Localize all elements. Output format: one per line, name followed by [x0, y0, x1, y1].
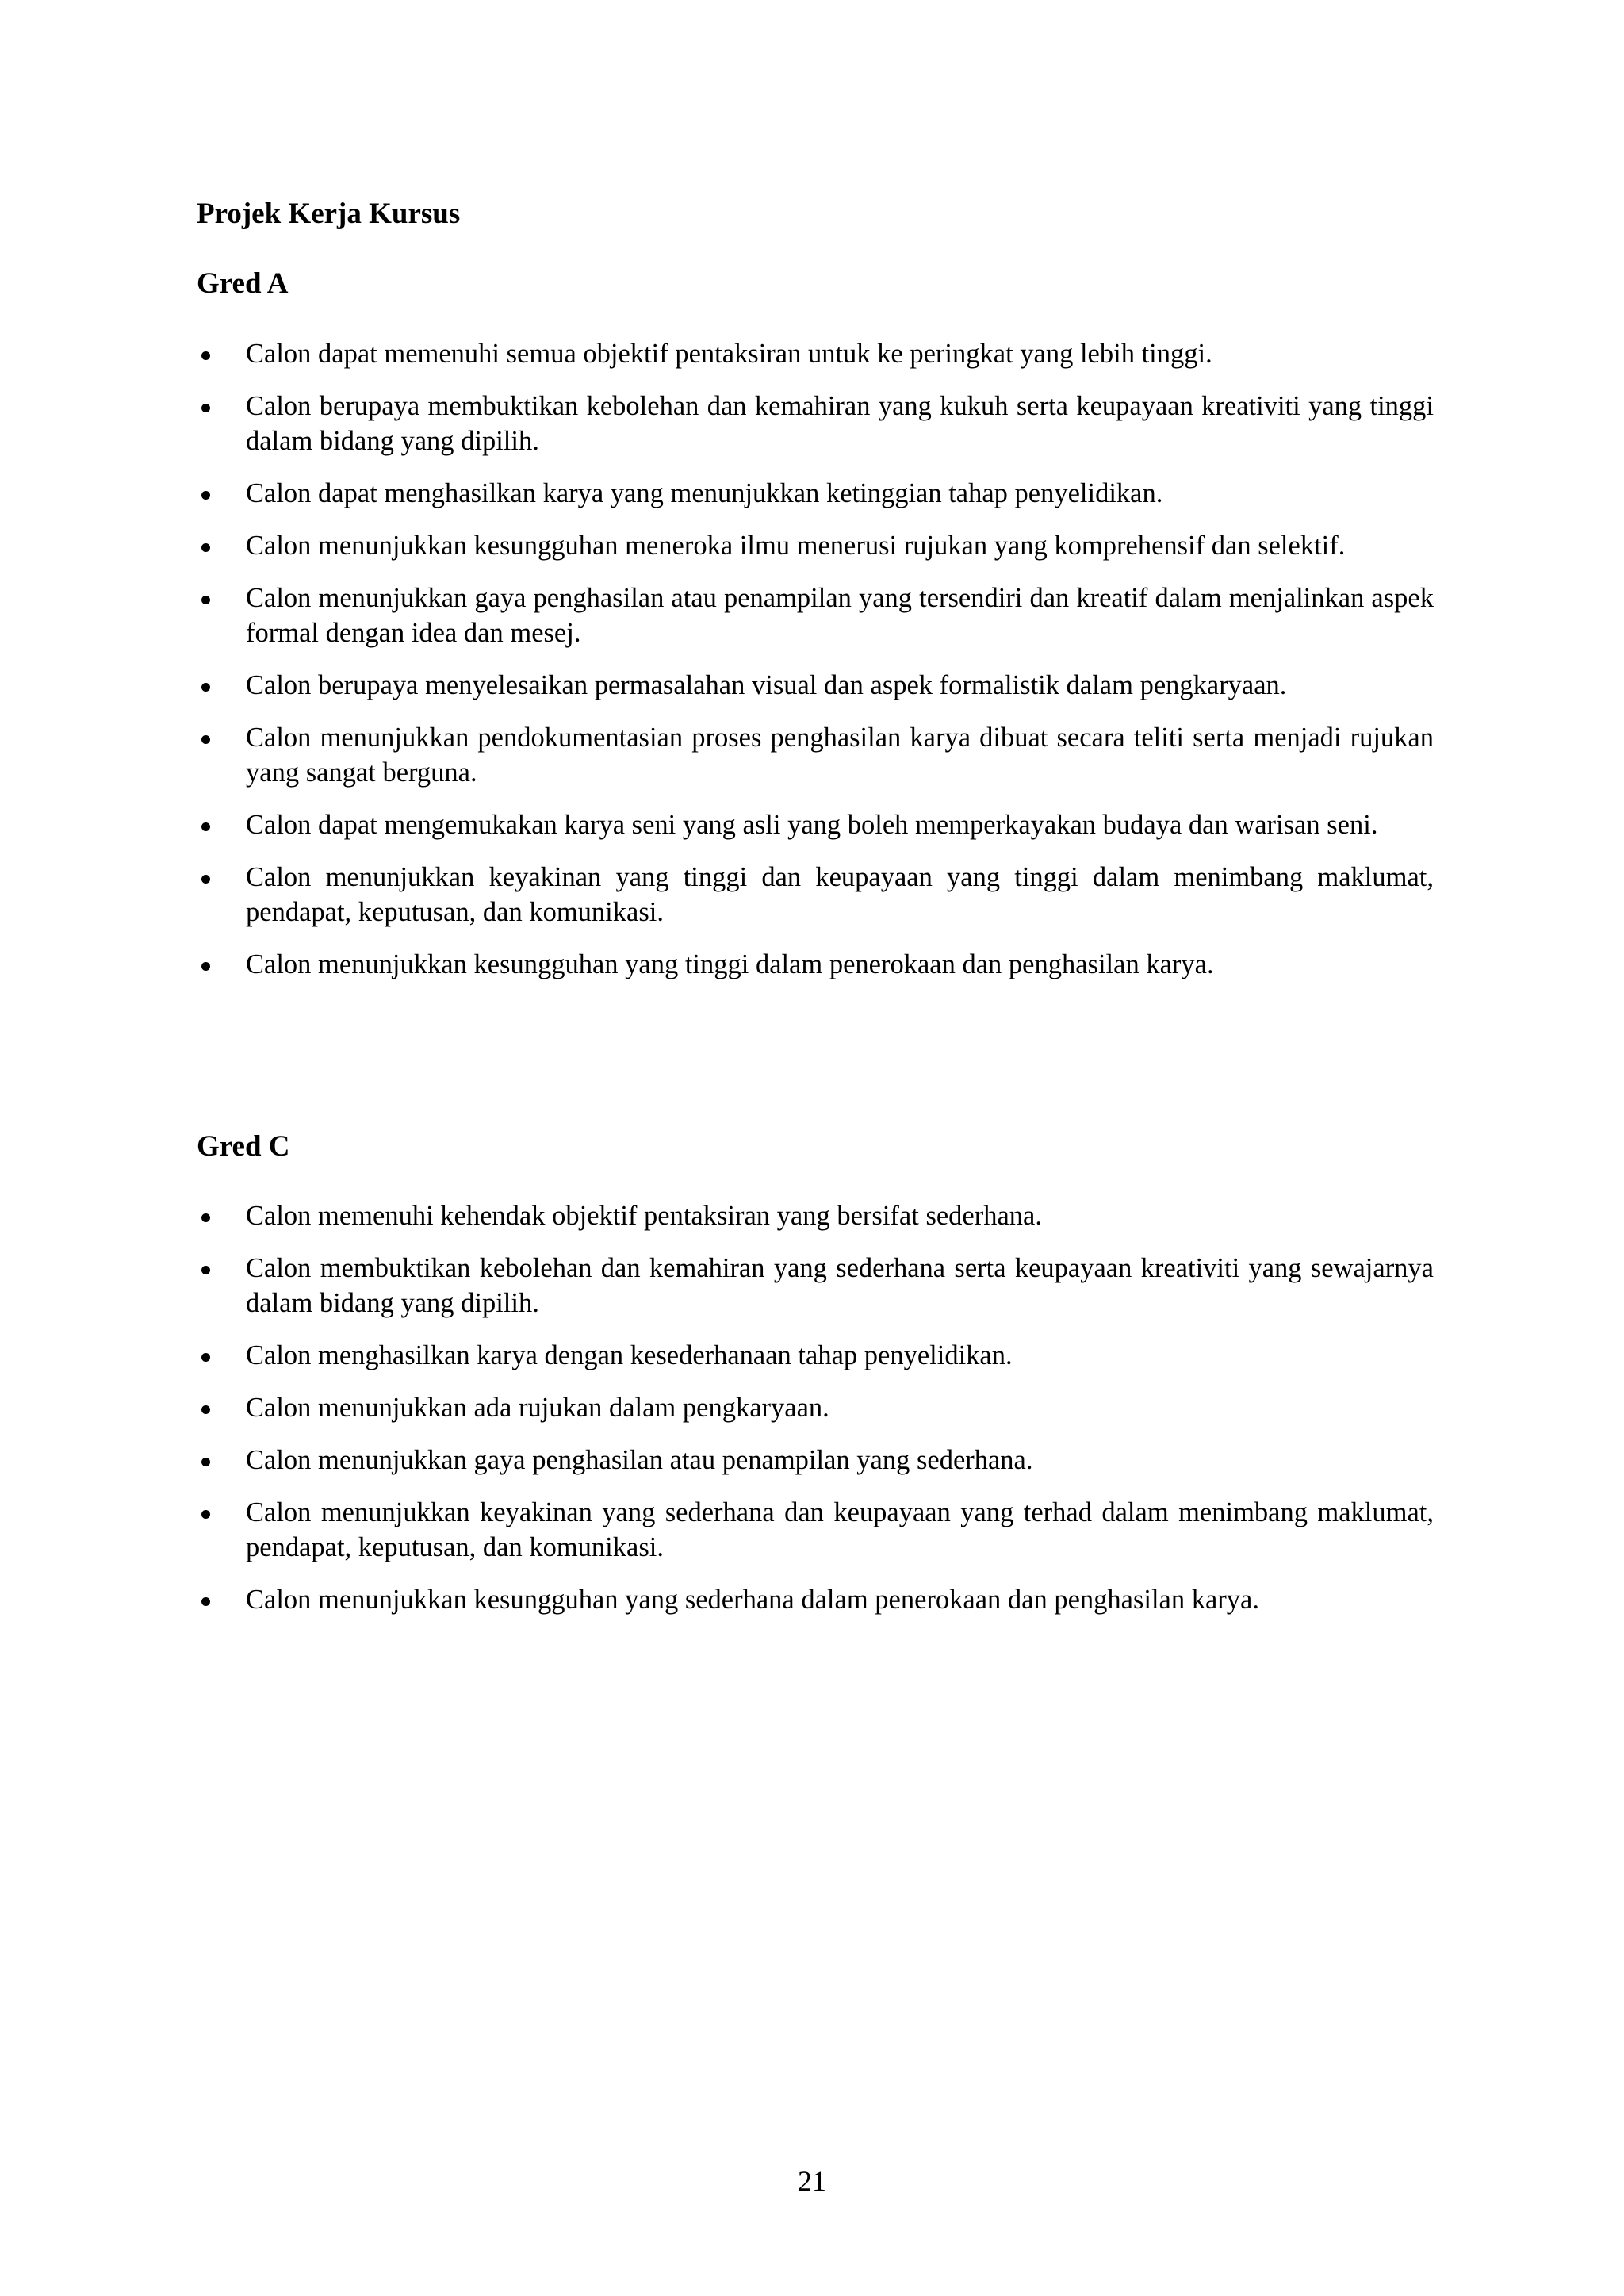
bullet-icon [201, 822, 210, 831]
list-item-text: Calon menunjukkan keyakinan yang tinggi dan keupayaan yang tinggi dalam menimbang maklumat, pendapat, keputusan, dan komunikasi. [246, 862, 1434, 927]
page-number: 21 [798, 2165, 826, 2197]
list-item-text: Calon menunjukkan kesungguhan yang tinggi dalam penerokaan dan penghasilan karya. [246, 949, 1214, 979]
bullet-icon [201, 543, 210, 552]
bullet-icon [201, 404, 210, 412]
list-item-text: Calon berupaya membuktikan kebolehan dan kemahiran yang kukuh serta keupayaan kreativiti yang tinggi dalam bidang yang dipilih. [246, 391, 1434, 456]
list-item-text: Calon menunjukkan kesungguhan meneroka ilmu menerusi rujukan yang komprehensif dan selektif. [246, 531, 1346, 561]
list-item-text: Calon berupaya menyelesaikan permasalahan visual dan aspek formalistik dalam pengkaryaan. [246, 670, 1287, 700]
bullet-icon [201, 1597, 210, 1606]
list-item [197, 1338, 1434, 1373]
list-item [197, 1390, 1434, 1425]
list-item-text: Calon dapat memenuhi semua objektif pentaksiran untuk ke peringkat yang lebih tinggi. [246, 339, 1212, 369]
list-item [197, 528, 1434, 563]
list-item [197, 581, 1434, 650]
document-title: Projek Kerja Kursus [197, 197, 461, 230]
list-item-text: Calon menunjukkan ada rujukan dalam pengkaryaan. [246, 1393, 829, 1423]
list-item [197, 947, 1434, 982]
list-item [197, 1495, 1434, 1565]
list-item [197, 720, 1434, 790]
bullet-icon [201, 735, 210, 744]
list-item [197, 1582, 1434, 1617]
bullet-icon [201, 491, 210, 500]
list-item [197, 860, 1434, 930]
bullet-icon [201, 1213, 210, 1222]
list-item [197, 1198, 1434, 1233]
list-item-text: Calon menghasilkan karya dengan kesederhanaan tahap penyelidikan. [246, 1340, 1013, 1370]
section-heading-gred-c: Gred C [197, 1130, 290, 1163]
list-item [197, 1251, 1434, 1320]
bullet-icon [201, 962, 210, 971]
bullet-icon [201, 875, 210, 884]
list-item [197, 336, 1434, 371]
section-heading-gred-a: Gred A [197, 267, 289, 300]
bullet-icon [201, 683, 210, 692]
bullet-icon [201, 1266, 210, 1274]
gred-a-list [197, 336, 1434, 999]
list-item-text: Calon menunjukkan kesungguhan yang sederhana dalam penerokaan dan penghasilan karya. [246, 1585, 1259, 1615]
list-item [197, 1443, 1434, 1478]
gred-c-list [197, 1198, 1434, 1635]
list-item-text: Calon memenuhi kehendak objektif pentaksiran yang bersifat sederhana. [246, 1201, 1042, 1231]
list-item-text: Calon menunjukkan pendokumentasian proses penghasilan karya dibuat secara teliti serta menjadi rujukan yang sangat berguna. [246, 723, 1434, 788]
bullet-icon [201, 1510, 210, 1519]
list-item-text: Calon menunjukkan gaya penghasilan atau penampilan yang tersendiri dan kreatif dalam menjalinkan aspek formal dengan idea dan mesej. [246, 583, 1434, 648]
list-item [197, 476, 1434, 511]
bullet-icon [201, 1353, 210, 1362]
list-item [197, 668, 1434, 703]
list-item-text: Calon menunjukkan keyakinan yang sederhana dan keupayaan yang terhad dalam menimbang maklumat, pendapat, keputusan, dan komunikasi. [246, 1497, 1434, 1562]
bullet-icon [201, 596, 210, 604]
bullet-icon [201, 1458, 210, 1466]
list-item-text: Calon dapat menghasilkan karya yang menunjukkan ketinggian tahap penyelidikan. [246, 478, 1163, 508]
bullet-icon [201, 351, 210, 360]
bullet-icon [201, 1405, 210, 1414]
list-item-text: Calon menunjukkan gaya penghasilan atau penampilan yang sederhana. [246, 1445, 1033, 1475]
list-item [197, 389, 1434, 458]
list-item-text: Calon membuktikan kebolehan dan kemahiran yang sederhana serta keupayaan kreativiti yang sewajarnya dalam bidang yang dipilih. [246, 1253, 1434, 1318]
list-item-text: Calon dapat mengemukakan karya seni yang asli yang boleh memperkayakan budaya dan warisan seni. [246, 810, 1378, 840]
list-item [197, 807, 1434, 842]
